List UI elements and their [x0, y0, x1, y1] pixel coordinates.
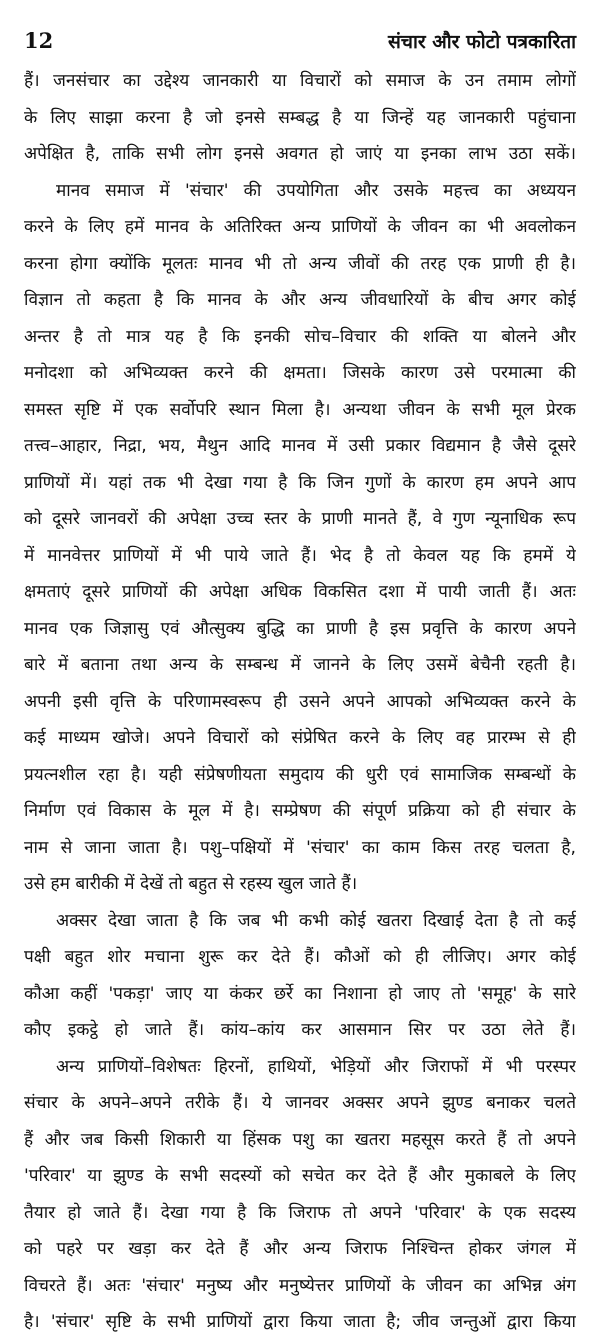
text-line: अन्तर है तो मात्र यह है कि इनकी सोच–विचार की शक्ति या बोलने और [24, 326, 576, 347]
text-line: हैं। जनसंचार का उद्देश्य जानकारी या विचारों को समाज के उन तमाम लोगों [24, 71, 576, 91]
text-line: अपेक्षित है, ताकि सभी लोग इनसे अवगत हो जाएं या इनका लाभ उठा सकें। [24, 144, 576, 164]
text-line: निर्माण एवं विकास के मूल में है। सम्प्रेषण की संपूर्ण प्रक्रिया को ही संचार के [24, 801, 576, 821]
page-header [24, 28, 576, 58]
text-line: उसे हम बारीकी में देखें तो बहुत से रहस्य खुल जाते हैं। [24, 874, 358, 894]
text-line: मानव समाज में 'संचार' की उपयोगिता और उसके महत्त्व का अध्ययन [56, 180, 576, 201]
text-line: अपनी इसी वृत्ति के परिणामस्वरूप ही उसने अपने आपको अभिव्यक्त करने के [24, 691, 576, 712]
text-line: तैयार हो जाते हैं। देखा गया है कि जिराफ तो अपने 'परिवार' के एक सदस्य [24, 1202, 576, 1223]
body-text [24, 63, 576, 1341]
text-line: है। 'संचार' सृष्टि के सभी प्राणियों द्वारा किया जाता है; जीव जन्तुओं द्वारा किया [24, 1312, 576, 1332]
text-line: हैं और जब किसी शिकारी या हिंसक पशु का खतरा महसूस करते हैं तो अपने [24, 1129, 576, 1150]
text-line: कौआ कहीं 'पकड़ा' जाए या कंकर छर्रे का निशाना हो जाए तो 'समूह' के सारे [24, 983, 576, 1004]
text-line: तत्त्व–आहार, निद्रा, भय, मैथुन आदि मानव में उसी प्रकार विद्यमान है जैसे दूसरे [24, 436, 576, 456]
page-number: 12 [24, 28, 54, 53]
text-line: में मानवेत्तर प्राणियों में भी पाये जाते हैं। भेद है तो केवल यह कि हममें ये [24, 545, 576, 566]
text-line: अन्य प्राणियों–विशेषतः हिरनों, हाथियों, भेड़ियों और जिराफों में भी परस्पर [56, 1056, 576, 1077]
text-line: संचार के अपने–अपने तरीके हैं। ये जानवर अक्सर अपने झुण्ड बनाकर चलते [24, 1093, 576, 1113]
text-line: प्रयत्नशील रहा है। यही संप्रेषणीयता समुदाय की धुरी एवं सामाजिक सम्बन्धों के [24, 764, 576, 785]
text-line: अक्सर देखा जाता है कि जब भी कभी कोई खतरा दिखाई देता है तो कई [56, 910, 576, 931]
text-line: मानव एक जिज्ञासु एवं औत्सुक्य बुद्धि का प्राणी है इस प्रवृत्ति के कारण अपने [24, 618, 576, 639]
text-line: समस्त सृष्टि में एक सर्वोपरि स्थान मिला है। अन्यथा जीवन के सभी मूल प्रेरक [24, 399, 576, 420]
text-line: कौए इकट्ठे हो जाते हैं। कांय–कांय कर आसमान सिर पर उठा लेते हैं। [24, 1020, 576, 1040]
text-line: 'परिवार' या झुण्ड के सभी सदस्यों को सचेत कर देते हैं और मुकाबले के लिए [24, 1166, 576, 1186]
text-line: को पहरे पर खड़ा कर देते हैं और अन्य जिराफ निश्चिन्त होकर जंगल में [24, 1239, 576, 1259]
text-line: नाम से जाना जाता है। पशु–पक्षियों में 'संचार' का काम किस तरह चलता है, [24, 837, 576, 858]
text-line: क्षमताएं दूसरे प्राणियों की अपेक्षा अधिक विकसित दशा में पायी जाती हैं। अतः [24, 582, 576, 602]
text-line: कई माध्यम खोजे। अपने विचारों को संप्रेषित करने के लिए वह प्रारम्भ से ही [24, 728, 576, 748]
text-line: के लिए साझा करना है जो इनसे सम्बद्ध है या जिन्हें यह जानकारी पहुंचाना [24, 107, 576, 128]
text-line: प्राणियों में। यहां तक भी देखा गया है कि जिन गुणों के कारण हम अपने आप [24, 472, 576, 493]
text-line: पक्षी बहुत शोर मचाना शुरू कर देते हैं। कौओं को ही लीजिए। अगर कोई [24, 947, 576, 967]
running-title: संचार और फोटो पत्रकारिता [388, 31, 576, 53]
text-line: विज्ञान तो कहता है कि मानव के और अन्य जीवधारियों के बीच अगर कोई [24, 290, 576, 310]
text-line: को दूसरे जानवरों की अपेक्षा उच्च स्तर के प्राणी मानते हैं, वे गुण न्यूनाधिक रूप [24, 509, 576, 529]
text-line: मनोदशा को अभिव्यक्त करने की क्षमता। जिसके कारण उसे परमात्मा की [24, 363, 576, 383]
text-line: विचरते हैं। अतः 'संचार' मनुष्य और मनुष्येत्तर प्राणियों के जीवन का अभिन्न अंग [24, 1275, 576, 1296]
text-line: करने के लिए हमें मानव के अतिरिक्त अन्य प्राणियों के जीवन का भी अवलोकन [24, 217, 576, 237]
text-line: करना होगा क्योंकि मूलतः मानव भी तो अन्य जीवों की तरह एक प्राणी ही है। [24, 253, 576, 274]
text-line: बारे में बताना तथा अन्य के सम्बन्ध में जानने के लिए उसमें बेचैनी रहती है। [24, 655, 576, 675]
